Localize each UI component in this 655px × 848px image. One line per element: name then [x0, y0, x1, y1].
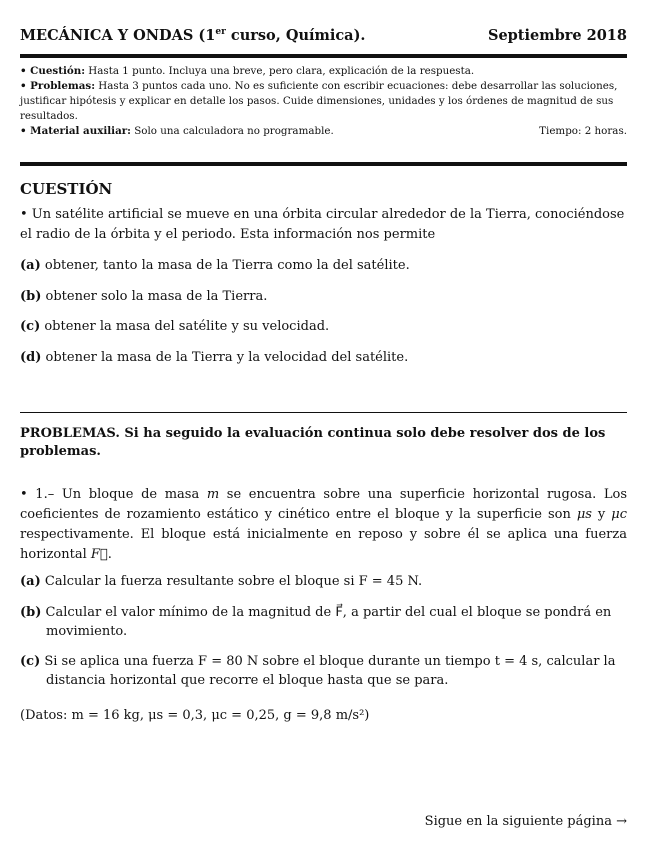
cuestion-option-b: (b) obtener solo la masa de la Tierra. [20, 289, 268, 304]
cuestion-option-a: (a) obtener, tanto la masa de la Tierra como la del satélite. [20, 258, 410, 273]
page-header [20, 27, 627, 44]
cuestion-title: CUESTIÓN [20, 180, 113, 198]
cuestion-option-d: (d) obtener la masa de la Tierra y la velocidad del satélite. [20, 350, 409, 365]
problem-item-c: (c) Si se aplica una fuerza F = 80 N sobre el bloque durante un tiempo t = 4 s, calcular la distancia horizontal que recorre el bloque hasta que se para. [20, 654, 616, 688]
exam-title: MECÁNICA Y ONDAS (1er curso, Química). [20, 27, 366, 44]
instruction-problemas: • Problemas: Hasta 3 puntos cada uno. No es suficiente con escribir ecuaciones: debe desarrollar las soluciones, justificar hipótesis y explicar en detalle los pasos. Cuide dimensiones, unidades y los órdenes de magnitud de sus resultados. [20, 80, 618, 122]
problem-item-b: (b) Calcular el valor mínimo de la magnitud de F⃗, a partir del cual el bloque se pondrá en movimiento. [20, 605, 612, 639]
cuestion-stem: • Un satélite artificial se mueve en una órbita circular alrededor de la Tierra, conociéndose el radio de la órbita y el periodo. Esta información nos permite [20, 207, 625, 242]
header-rule [20, 54, 627, 58]
section-divider [20, 412, 627, 413]
instructions-block [20, 64, 627, 139]
instruction-cuestion: • Cuestión: Hasta 1 punto. Incluya una breve, pero clara, explicación de la respuesta. [20, 65, 475, 77]
problem-data: (Datos: m = 16 kg, μs = 0,3, μc = 0,25, g = 9,8 m/s²) [20, 708, 370, 723]
next-page-note: Sigue en la siguiente página → [424, 814, 627, 829]
instructions-rule [20, 162, 627, 166]
problem-item-a: (a) Calcular la fuerza resultante sobre el bloque si F = 45 N. [20, 574, 423, 589]
cuestion-option-c: (c) obtener la masa del satélite y su velocidad. [20, 319, 330, 334]
instruction-material-row: • Material auxiliar: Solo una calculadora no programable. Tiempo: 2 horas. [20, 125, 627, 137]
problem-1-stem: • 1.– Un bloque de masa m se encuentra sobre una superficie horizontal rugosa. Los coeficientes de rozamiento estático y cinético entre el bloque y la superficie son μs y μc respectivamente. El bloque está inicialmente en reposo y sobre él se aplica una fuerza horizontal F⃗. [20, 487, 627, 562]
exam-date: Septiembre 2018 [487, 27, 627, 44]
problemas-heading: PROBLEMAS. Si ha seguido la evaluación continua solo debe resolver dos de los problemas. [20, 426, 606, 459]
time-limit: Tiempo: 2 horas. [539, 125, 627, 137]
